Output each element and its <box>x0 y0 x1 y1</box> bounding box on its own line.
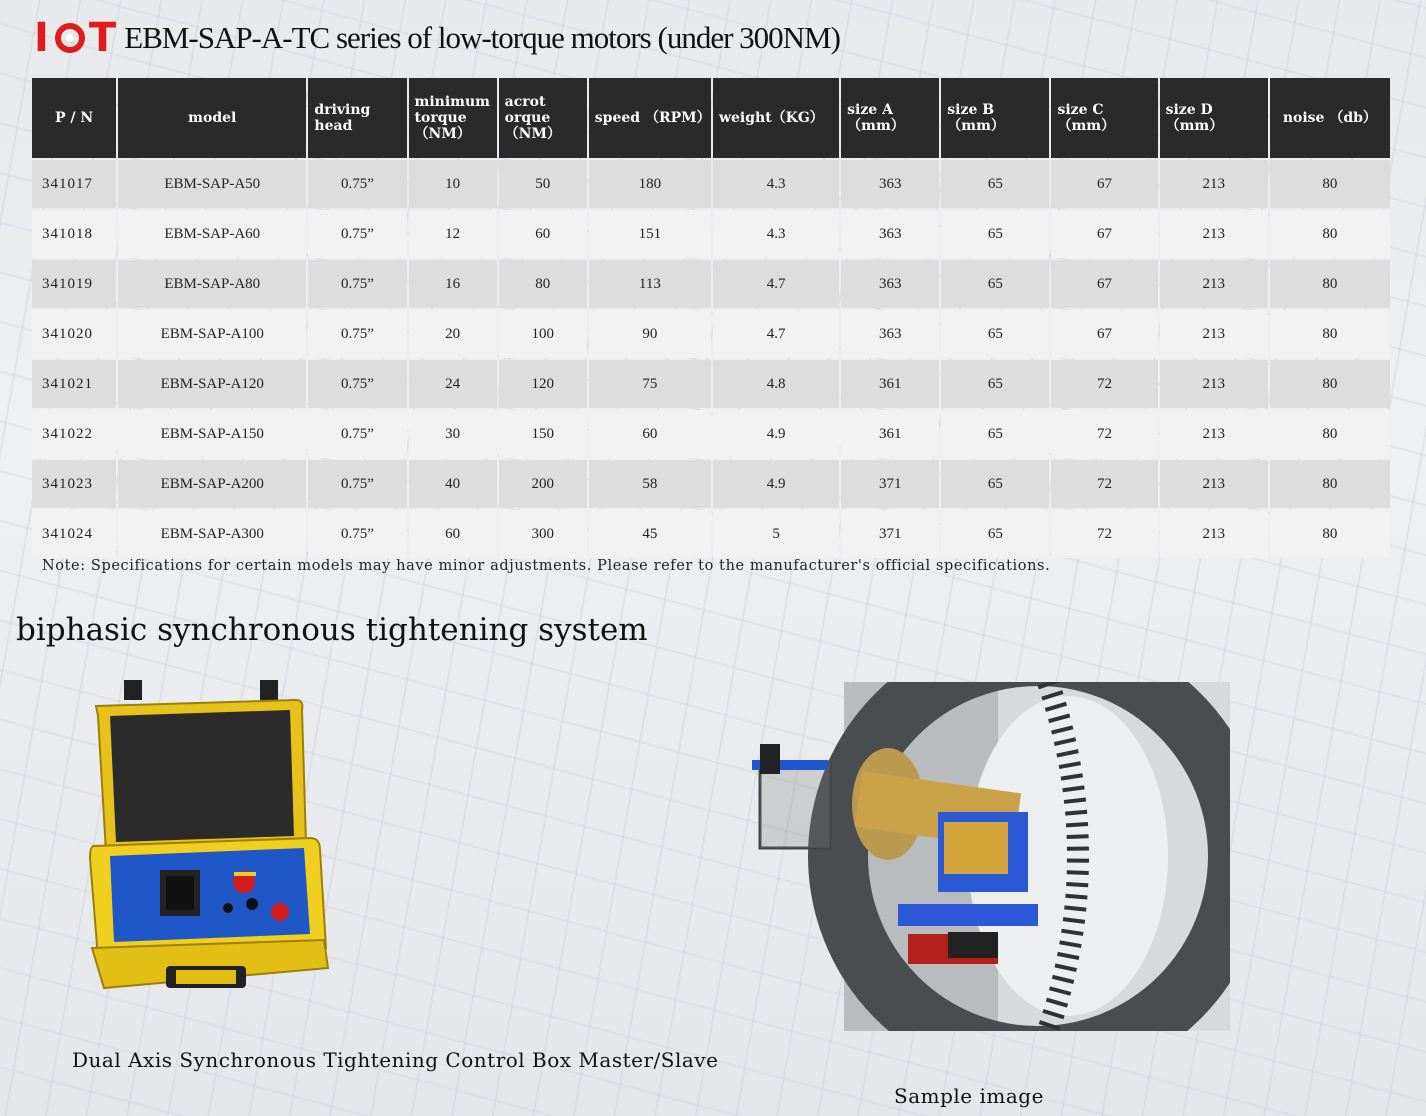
table-cell: 0.75” <box>308 360 406 408</box>
table-cell: 361 <box>841 410 939 458</box>
iot-logo: I T <box>34 15 119 61</box>
table-cell: 151 <box>589 210 711 258</box>
table-cell: 0.75” <box>308 210 406 258</box>
control-box-image <box>84 676 330 1000</box>
table-row <box>32 460 1390 508</box>
table-cell: 0.75” <box>308 260 406 308</box>
table-cell: 341019 <box>32 260 116 308</box>
table-cell: 58 <box>589 460 711 508</box>
table-row <box>32 410 1390 458</box>
col-header: acrot orque （NM） <box>499 78 587 158</box>
table-cell: 80 <box>1270 460 1390 508</box>
table-cell: 75 <box>589 360 711 408</box>
table-row <box>32 260 1390 308</box>
table-cell: 65 <box>941 510 1049 558</box>
sample-image <box>748 682 1230 1031</box>
table-cell: EBM-SAP-A300 <box>118 510 306 558</box>
table-cell: EBM-SAP-A150 <box>118 410 306 458</box>
table-cell: 361 <box>841 360 939 408</box>
table-cell: 4.3 <box>713 210 839 258</box>
spec-note: Note: Specifications for certain models may have minor adjustments. Please refer to the manufacturer's official specifications. <box>42 558 1051 574</box>
table-cell: 72 <box>1051 360 1157 408</box>
table-row <box>32 160 1390 208</box>
table-cell: 363 <box>841 210 939 258</box>
table-header-row <box>32 78 1390 158</box>
sample-image-caption: Sample image <box>894 1084 1044 1108</box>
col-header: noise （db） <box>1270 78 1390 158</box>
table-cell: EBM-SAP-A120 <box>118 360 306 408</box>
page-title: EBM-SAP-A-TC series of low-torque motors (under 300NM) <box>124 20 840 55</box>
table-cell: 4.7 <box>713 260 839 308</box>
table-cell: 20 <box>409 310 497 358</box>
table-cell: 80 <box>1270 210 1390 258</box>
table-cell: 65 <box>941 260 1049 308</box>
table-cell: 371 <box>841 460 939 508</box>
table-cell: 60 <box>409 510 497 558</box>
table-cell: EBM-SAP-A100 <box>118 310 306 358</box>
table-cell: 213 <box>1160 460 1268 508</box>
table-cell: 80 <box>1270 260 1390 308</box>
table-cell: 10 <box>409 160 497 208</box>
table-cell: 0.75” <box>308 160 406 208</box>
table-cell: 113 <box>589 260 711 308</box>
table-cell: 213 <box>1160 360 1268 408</box>
table-cell: 213 <box>1160 510 1268 558</box>
col-header: size A （mm） <box>841 78 939 158</box>
table-cell: 30 <box>409 410 497 458</box>
table-cell: 60 <box>499 210 587 258</box>
table-cell: 80 <box>499 260 587 308</box>
table-cell: 341021 <box>32 360 116 408</box>
spec-table <box>30 76 1392 560</box>
control-box-caption: Dual Axis Synchronous Tightening Control Box Master/Slave <box>72 1048 719 1072</box>
col-header: weight（KG） <box>713 78 839 158</box>
table-cell: 341024 <box>32 510 116 558</box>
table-cell: 5 <box>713 510 839 558</box>
table-cell: 0.75” <box>308 410 406 458</box>
table-cell: EBM-SAP-A200 <box>118 460 306 508</box>
col-header: P / N <box>32 78 116 158</box>
table-cell: 40 <box>409 460 497 508</box>
table-cell: 12 <box>409 210 497 258</box>
table-cell: 4.3 <box>713 160 839 208</box>
table-cell: 4.9 <box>713 410 839 458</box>
table-cell: 150 <box>499 410 587 458</box>
table-cell: 67 <box>1051 210 1157 258</box>
table-cell: 80 <box>1270 310 1390 358</box>
table-cell: 213 <box>1160 210 1268 258</box>
table-cell: 341018 <box>32 210 116 258</box>
table-cell: 90 <box>589 310 711 358</box>
col-header: minimum torque （NM） <box>409 78 497 158</box>
table-cell: 213 <box>1160 260 1268 308</box>
table-cell: 72 <box>1051 510 1157 558</box>
table-cell: 67 <box>1051 160 1157 208</box>
col-header: driving head <box>308 78 406 158</box>
table-cell: 300 <box>499 510 587 558</box>
table-row <box>32 360 1390 408</box>
table-cell: 341023 <box>32 460 116 508</box>
section-title: biphasic synchronous tightening system <box>16 612 648 648</box>
table-cell: 213 <box>1160 410 1268 458</box>
table-cell: 371 <box>841 510 939 558</box>
table-cell: 50 <box>499 160 587 208</box>
table-cell: 213 <box>1160 310 1268 358</box>
col-header: size B（mm） <box>941 78 1049 158</box>
table-cell: 180 <box>589 160 711 208</box>
table-cell: 363 <box>841 160 939 208</box>
table-cell: 65 <box>941 310 1049 358</box>
table-cell: 16 <box>409 260 497 308</box>
table-cell: 4.7 <box>713 310 839 358</box>
table-cell: 80 <box>1270 410 1390 458</box>
table-cell: 0.75” <box>308 510 406 558</box>
table-cell: 341017 <box>32 160 116 208</box>
table-cell: EBM-SAP-A60 <box>118 210 306 258</box>
page-header <box>34 15 840 61</box>
gear-icon <box>55 23 85 53</box>
table-cell: 341022 <box>32 410 116 458</box>
table-cell: 200 <box>499 460 587 508</box>
table-row <box>32 510 1390 558</box>
table-cell: 65 <box>941 160 1049 208</box>
table-cell: 4.9 <box>713 460 839 508</box>
table-cell: 72 <box>1051 410 1157 458</box>
table-cell: 0.75” <box>308 460 406 508</box>
table-cell: 65 <box>941 360 1049 408</box>
col-header: size D（mm） <box>1160 78 1268 158</box>
table-cell: 363 <box>841 260 939 308</box>
table-row <box>32 310 1390 358</box>
table-cell: EBM-SAP-A80 <box>118 260 306 308</box>
table-cell: 80 <box>1270 360 1390 408</box>
table-cell: 67 <box>1051 260 1157 308</box>
table-cell: 0.75” <box>308 310 406 358</box>
col-header: size C （mm） <box>1051 78 1157 158</box>
table-cell: 65 <box>941 210 1049 258</box>
table-cell: 72 <box>1051 460 1157 508</box>
table-row <box>32 210 1390 258</box>
table-cell: 341020 <box>32 310 116 358</box>
table-cell: 65 <box>941 460 1049 508</box>
col-header: speed （RPM） <box>589 78 711 158</box>
table-cell: 65 <box>941 410 1049 458</box>
table-cell: 80 <box>1270 160 1390 208</box>
table-cell: 24 <box>409 360 497 408</box>
table-cell: 67 <box>1051 310 1157 358</box>
table-cell: 4.8 <box>713 360 839 408</box>
table-cell: EBM-SAP-A50 <box>118 160 306 208</box>
table-cell: 100 <box>499 310 587 358</box>
table-cell: 363 <box>841 310 939 358</box>
table-cell: 120 <box>499 360 587 408</box>
table-cell: 213 <box>1160 160 1268 208</box>
table-cell: 80 <box>1270 510 1390 558</box>
col-header: model <box>118 78 306 158</box>
table-cell: 60 <box>589 410 711 458</box>
table-cell: 45 <box>589 510 711 558</box>
